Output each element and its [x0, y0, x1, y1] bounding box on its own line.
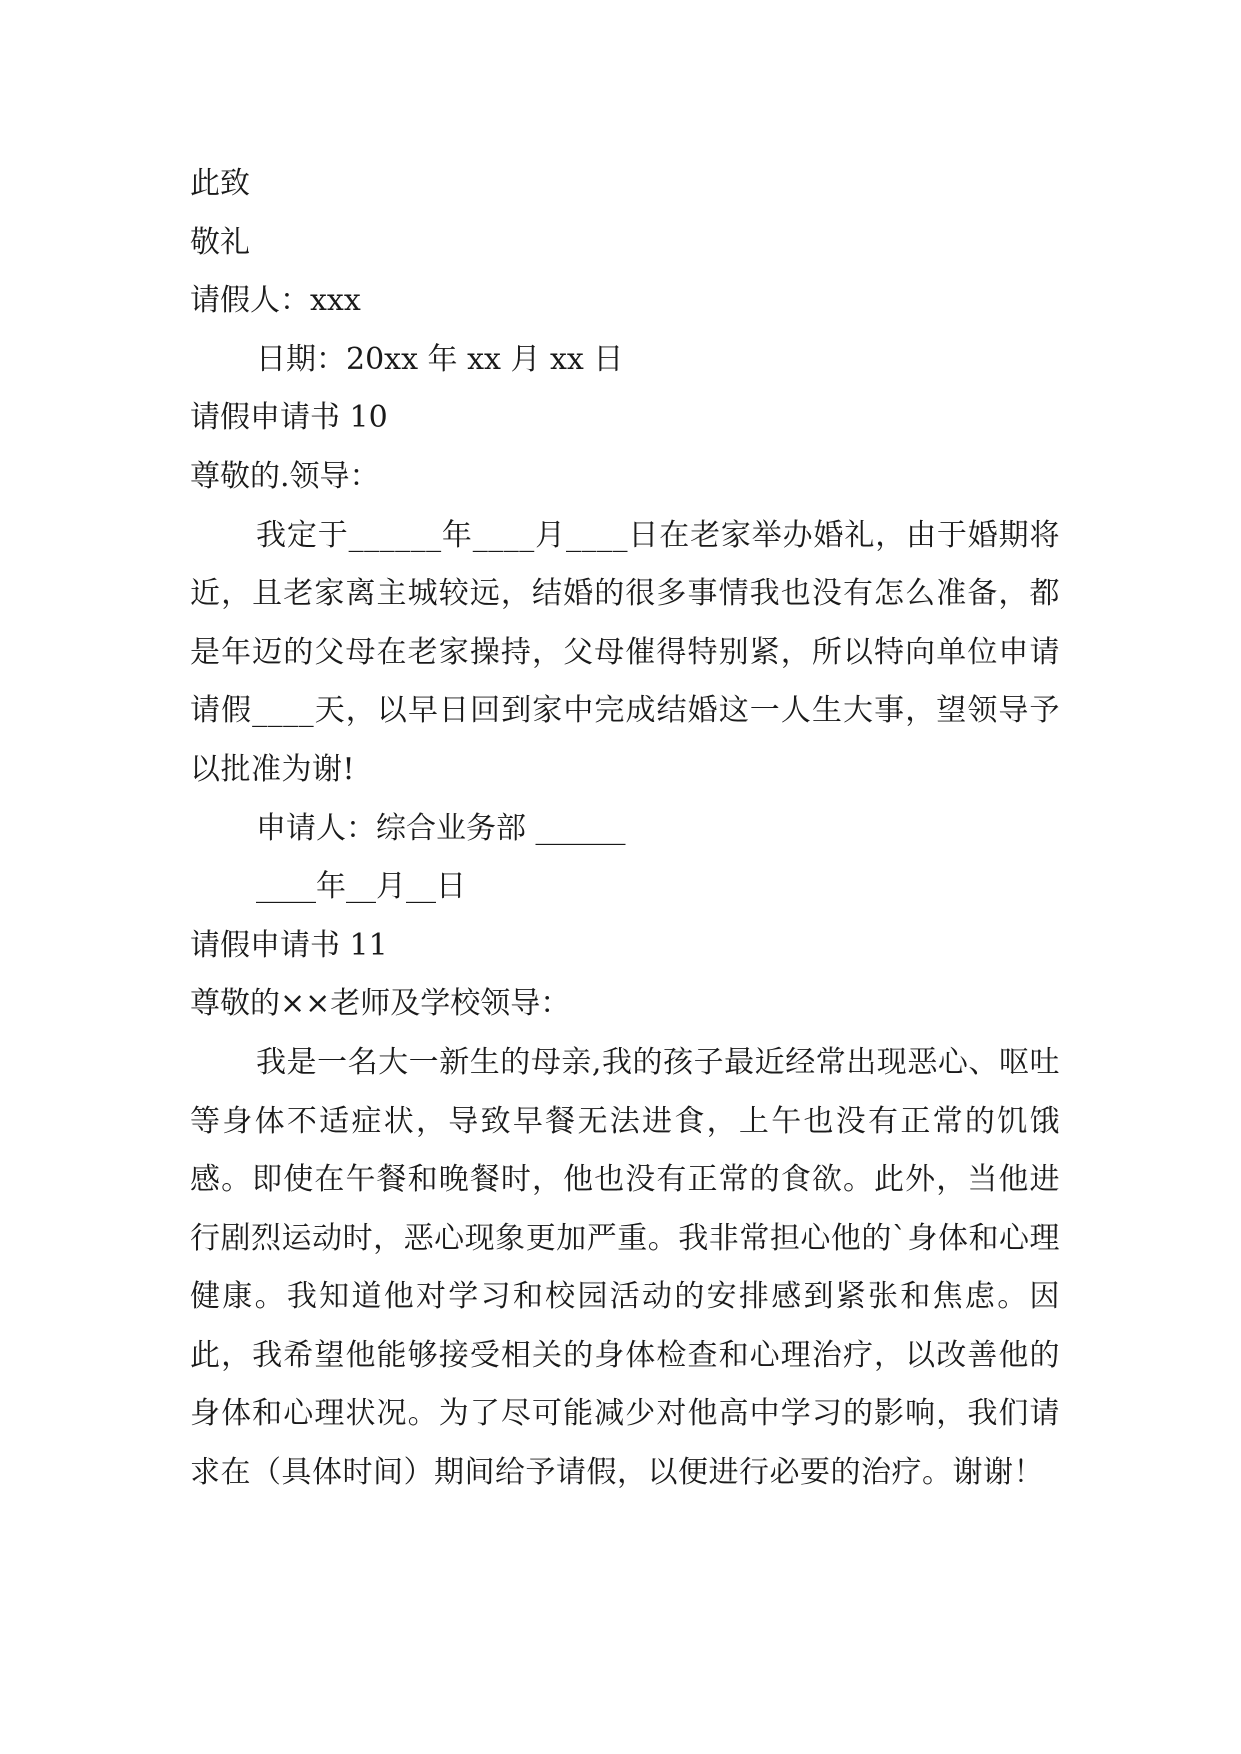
closing-date: 日期：20xx 年 xx 月 xx 日 [256, 341, 624, 377]
letter-11-body: 我是一名大一新生的母亲,我的孩子最近经常出现恶心、呕吐等身体不适症状，导致早餐无法进食，上午也没有正常的饥饿感。即使在午餐和晚餐时，他也没有正常的食欲。此外，当他进行剧烈运动时，恶心现象更加严重。我非常担心他的`身体和心理健康。我知道他对学习和校园活动的安排感到紧张和焦虑。因此，我希望他能够接受相关的身体检查和心理治疗，以改善他的身体和心理状况。为了尽可能减少对他高中学习的影响，我们请求在（具体时间）期间给予请假，以便进行必要的治疗。谢谢！ [190, 1044, 1060, 1491]
letter-11-title: 请假申请书 11 [190, 927, 388, 963]
letter-10-title: 请假申请书 10 [190, 400, 388, 436]
letter-10-body: 我定于______年____月____日在老家举办婚礼，由于婚期将近，且老家离主城较远，结婚的很多事情我也没有怎么准备，都是年迈的父母在老家操持，父母催得特别紧，所以特向单位申请请假____天，以早日回到家中完成结婚这一人生大事，望领导予以批准为谢! [190, 517, 1060, 787]
letter-10-applicant: 申请人：综合业务部 ______ [256, 810, 626, 846]
document-page [190, 155, 1060, 1503]
closing-applicant: 请假人：xxx [190, 283, 361, 319]
letter-11-salutation: 尊敬的××老师及学校领导： [190, 986, 571, 1022]
letter-10-date: ____年__月__日 [256, 869, 466, 905]
closing-line-2: 敬礼 [190, 224, 250, 260]
closing-line-1: 此致 [190, 166, 250, 201]
letter-10-salutation: 尊敬的.领导： [190, 458, 380, 494]
